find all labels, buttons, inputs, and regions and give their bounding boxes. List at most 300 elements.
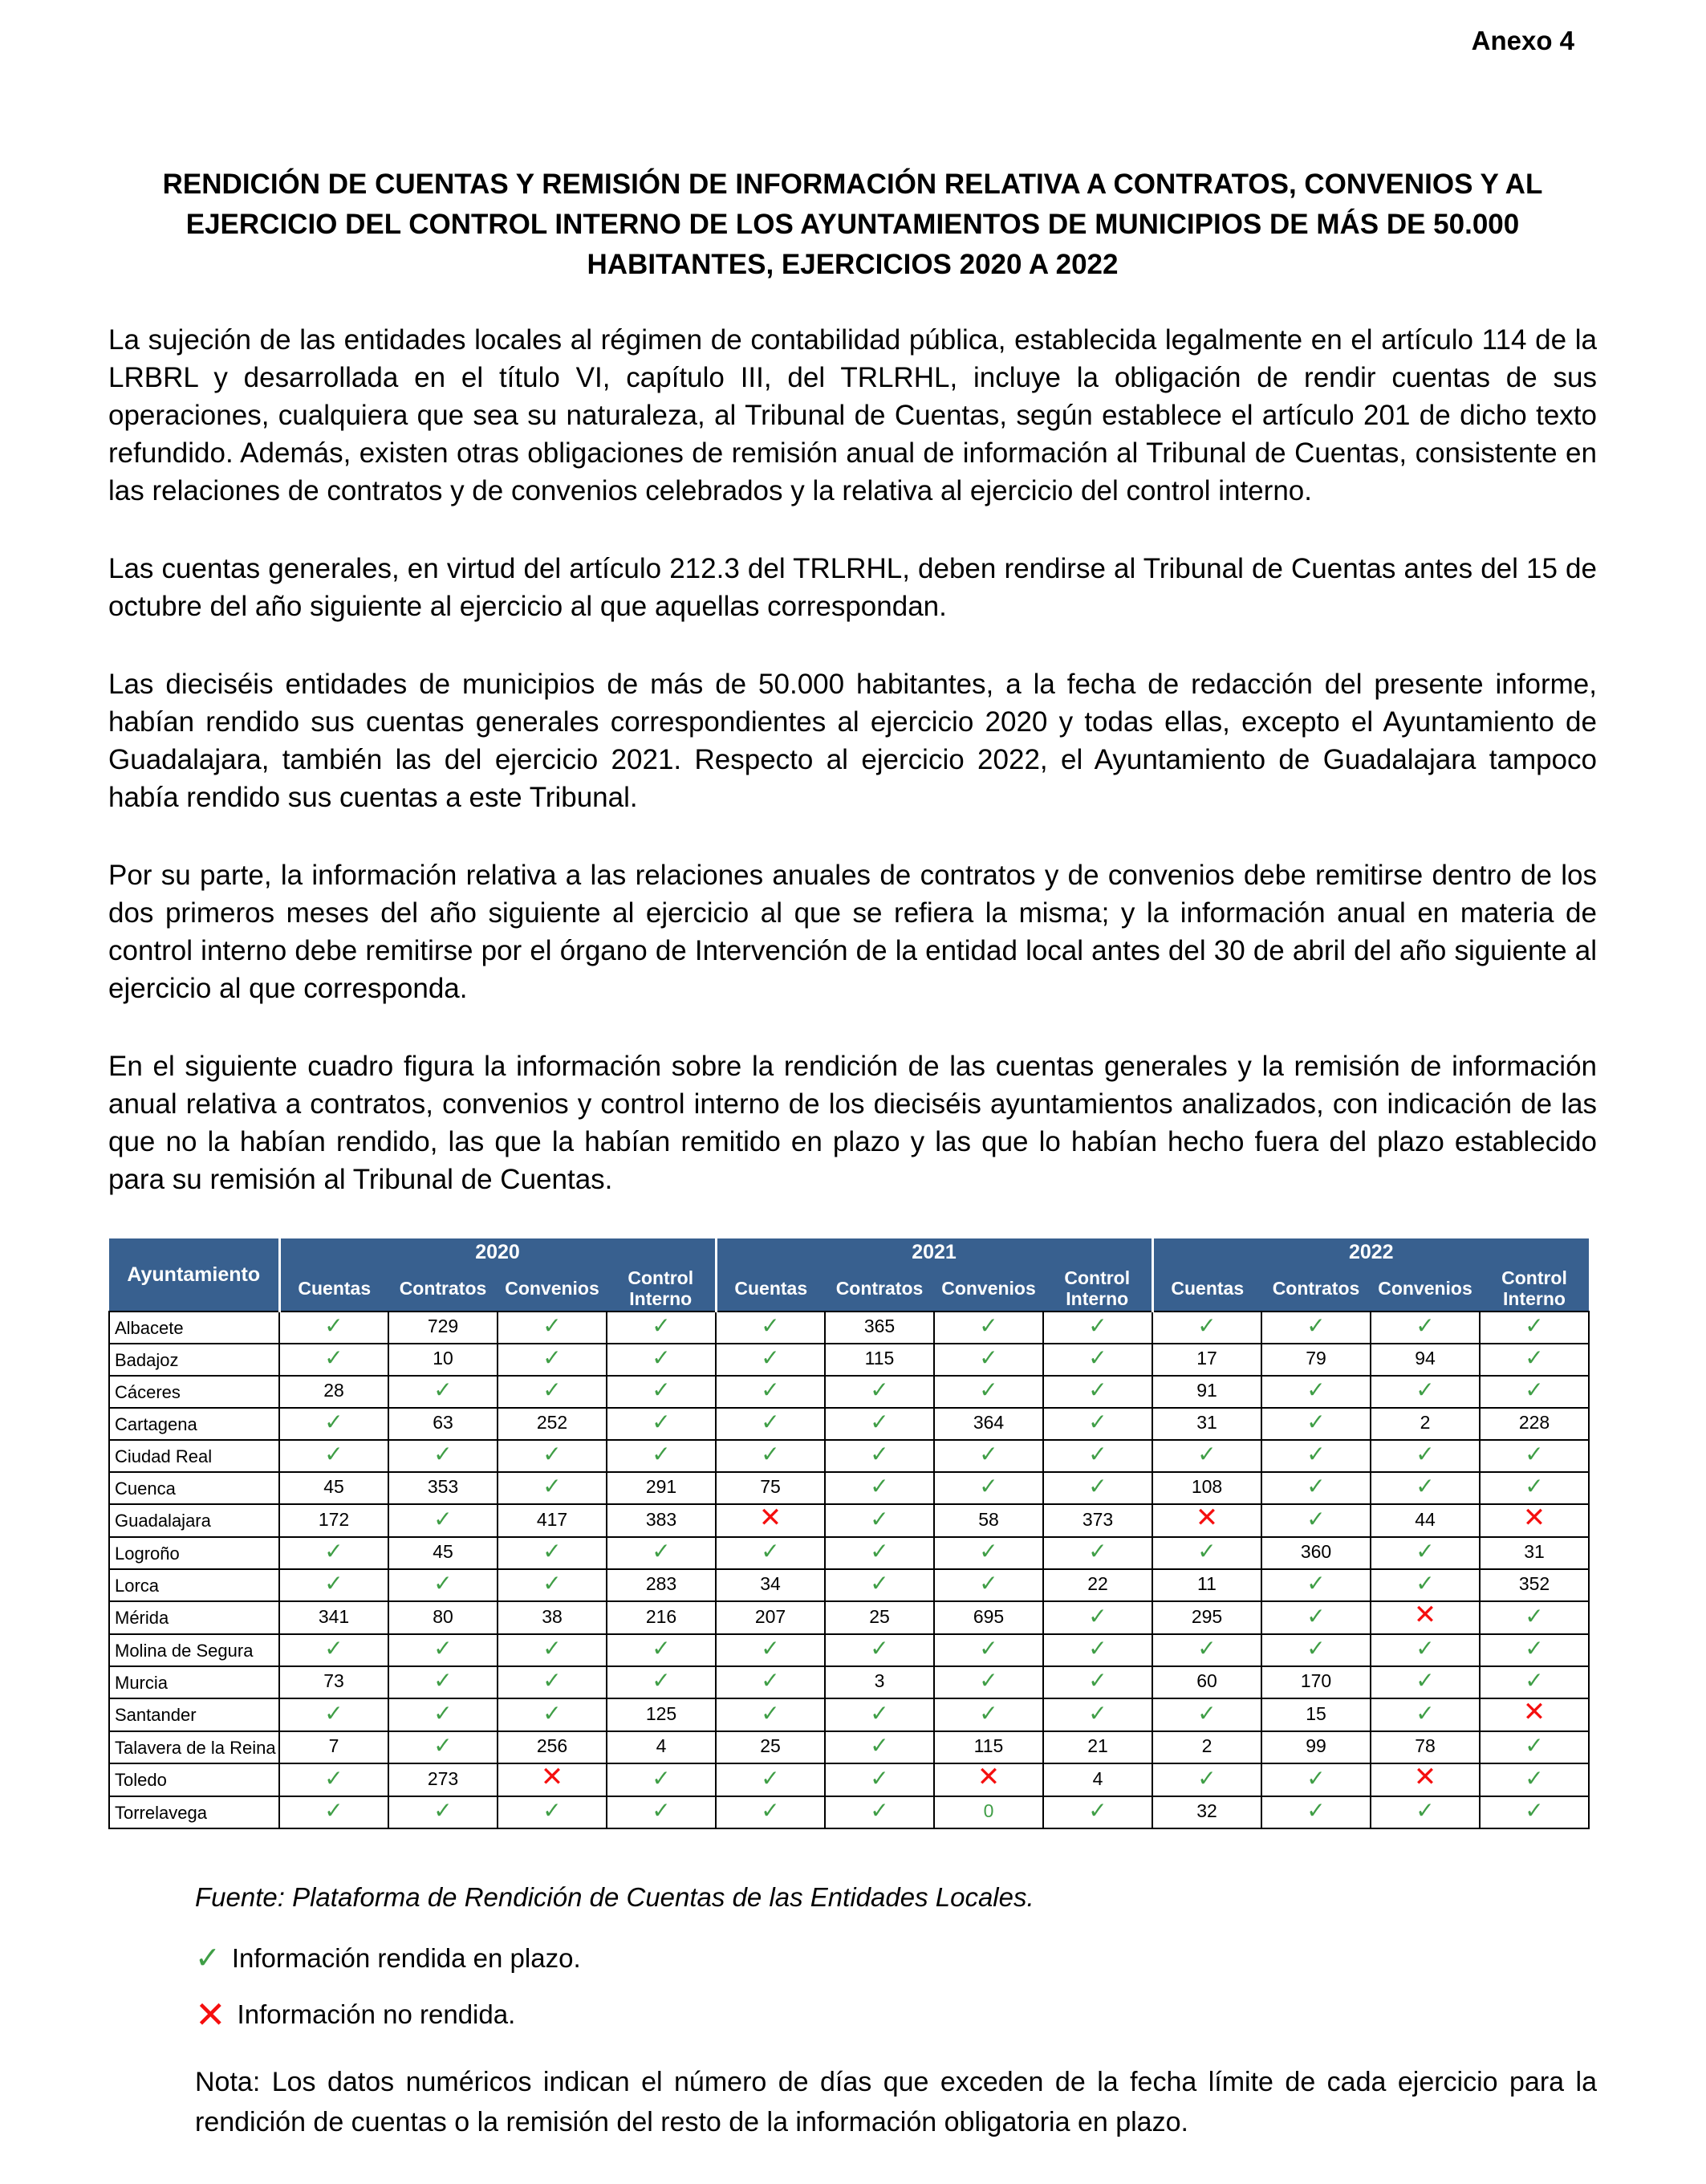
table-cell bbox=[1371, 1312, 1480, 1344]
table-cell bbox=[1480, 1601, 1589, 1634]
cell-value: 60 bbox=[1196, 1670, 1217, 1691]
cell-value: 417 bbox=[536, 1508, 568, 1530]
table-cell bbox=[279, 1376, 388, 1408]
cross-icon: ✕ bbox=[540, 1762, 564, 1792]
source-line: Fuente: Plataforma de Rendición de Cuentas de las Entidades Locales. bbox=[195, 1882, 1034, 1912]
table-cell bbox=[498, 1504, 607, 1537]
table-cell bbox=[607, 1763, 716, 1796]
table-cell bbox=[1261, 1344, 1371, 1376]
table-cell bbox=[1371, 1344, 1480, 1376]
cell-value: 115 bbox=[864, 1348, 895, 1369]
subheader-convenios-2021: Convenios bbox=[934, 1266, 1043, 1312]
check-icon: ✓ bbox=[652, 1798, 671, 1823]
table-row bbox=[109, 1698, 1589, 1731]
table-cell bbox=[1261, 1569, 1371, 1601]
cell-value: 273 bbox=[427, 1767, 459, 1789]
table-cell bbox=[1152, 1440, 1261, 1472]
table-cell bbox=[934, 1634, 1043, 1666]
table-cell bbox=[388, 1731, 498, 1763]
table-cell bbox=[607, 1408, 716, 1440]
check-icon: ✓ bbox=[324, 1345, 343, 1370]
cell-value: 373 bbox=[1082, 1508, 1114, 1530]
check-icon: ✓ bbox=[1525, 1377, 1544, 1402]
year-header-2020: 2020 bbox=[279, 1238, 716, 1266]
check-icon: ✓ bbox=[1525, 1668, 1544, 1693]
check-icon: ✓ bbox=[761, 1700, 780, 1726]
table-cell bbox=[1371, 1408, 1480, 1440]
cell-value: 2 bbox=[1420, 1412, 1431, 1433]
table-cell bbox=[498, 1569, 607, 1601]
table-cell bbox=[388, 1601, 498, 1634]
table-cell bbox=[1480, 1698, 1589, 1731]
municipality-name: Cáceres bbox=[109, 1376, 279, 1408]
table-cell bbox=[279, 1569, 388, 1601]
cell-value: 80 bbox=[433, 1605, 453, 1627]
cell-value: 25 bbox=[869, 1605, 890, 1627]
check-icon: ✓ bbox=[433, 1506, 453, 1531]
check-icon: ✓ bbox=[1088, 1668, 1107, 1693]
table-cell bbox=[934, 1796, 1043, 1828]
check-icon: ✓ bbox=[870, 1409, 889, 1434]
cell-value: 4 bbox=[656, 1735, 667, 1756]
table-cell bbox=[716, 1763, 825, 1796]
table-cell bbox=[388, 1376, 498, 1408]
table-cell bbox=[1152, 1601, 1261, 1634]
table-cell bbox=[716, 1698, 825, 1731]
table-cell bbox=[825, 1796, 934, 1828]
cell-value: 283 bbox=[645, 1573, 677, 1594]
table-cell bbox=[1480, 1763, 1589, 1796]
table-cell bbox=[1480, 1344, 1589, 1376]
cell-value: 99 bbox=[1306, 1735, 1326, 1756]
legend-no-rendida bbox=[195, 1994, 1597, 2036]
table-row bbox=[109, 1666, 1589, 1698]
table-cell bbox=[1371, 1504, 1480, 1537]
check-icon: ✓ bbox=[1416, 1668, 1435, 1693]
check-icon: ✓ bbox=[1306, 1377, 1326, 1402]
table-cell bbox=[1043, 1698, 1152, 1731]
municipality-name: Torrelavega bbox=[109, 1796, 279, 1828]
municipality-name: Mérida bbox=[109, 1601, 279, 1634]
check-icon: ✓ bbox=[324, 1765, 343, 1791]
cell-value: 364 bbox=[973, 1412, 1005, 1433]
cross-icon: ✕ bbox=[1413, 1600, 1437, 1630]
table-cell bbox=[934, 1666, 1043, 1698]
cell-value: 341 bbox=[318, 1605, 350, 1627]
table-cell bbox=[1371, 1376, 1480, 1408]
table-cell bbox=[607, 1440, 716, 1472]
table-cell bbox=[716, 1796, 825, 1828]
table-cell bbox=[1261, 1472, 1371, 1504]
check-icon: ✓ bbox=[1416, 1313, 1435, 1338]
municipality-name: Talavera de la Reina bbox=[109, 1731, 279, 1763]
table-cell bbox=[934, 1763, 1043, 1796]
check-icon: ✓ bbox=[1525, 1603, 1544, 1629]
table-cell bbox=[388, 1634, 498, 1666]
check-icon: ✓ bbox=[870, 1571, 889, 1596]
table-cell bbox=[498, 1731, 607, 1763]
check-icon: ✓ bbox=[761, 1636, 780, 1661]
table-cell bbox=[934, 1440, 1043, 1472]
cell-value: 91 bbox=[1196, 1380, 1217, 1401]
table-cell bbox=[934, 1731, 1043, 1763]
check-icon: ✓ bbox=[542, 1798, 562, 1823]
table-cell bbox=[1371, 1731, 1480, 1763]
check-icon: ✓ bbox=[1088, 1539, 1107, 1564]
check-icon: ✓ bbox=[1306, 1571, 1326, 1596]
legend-rendida bbox=[195, 1943, 1597, 1974]
cell-value: 216 bbox=[645, 1605, 677, 1627]
table-cell bbox=[1152, 1763, 1261, 1796]
table-cell bbox=[388, 1763, 498, 1796]
table-cell bbox=[1152, 1731, 1261, 1763]
cell-value: 125 bbox=[645, 1702, 677, 1724]
check-icon: ✓ bbox=[542, 1539, 562, 1564]
table-cell bbox=[279, 1408, 388, 1440]
table-cell bbox=[1043, 1440, 1152, 1472]
table-cell bbox=[934, 1472, 1043, 1504]
table-cell bbox=[388, 1698, 498, 1731]
table-cell bbox=[1261, 1440, 1371, 1472]
table-cell bbox=[934, 1312, 1043, 1344]
table-cell bbox=[498, 1666, 607, 1698]
check-icon: ✓ bbox=[761, 1409, 780, 1434]
table-cell bbox=[388, 1472, 498, 1504]
municipality-name: Guadalajara bbox=[109, 1504, 279, 1537]
table-cell bbox=[1480, 1796, 1589, 1828]
table-cell bbox=[825, 1634, 934, 1666]
check-icon: ✓ bbox=[1306, 1474, 1326, 1499]
table-cell bbox=[1480, 1537, 1589, 1569]
table-cell bbox=[1152, 1796, 1261, 1828]
check-icon: ✓ bbox=[1197, 1539, 1217, 1564]
table-cell bbox=[607, 1601, 716, 1634]
cell-value: 25 bbox=[760, 1735, 781, 1756]
table-cell bbox=[934, 1344, 1043, 1376]
check-icon: ✓ bbox=[1197, 1442, 1217, 1466]
check-icon: ✓ bbox=[652, 1636, 671, 1661]
table-cell bbox=[1261, 1698, 1371, 1731]
check-icon: ✓ bbox=[542, 1442, 562, 1466]
subheader-control-interno-2022: Control Interno bbox=[1480, 1266, 1589, 1312]
cell-value: 207 bbox=[754, 1605, 786, 1627]
table-cell bbox=[1261, 1666, 1371, 1698]
check-icon: ✓ bbox=[1088, 1442, 1107, 1466]
check-icon: ✓ bbox=[652, 1377, 671, 1402]
check-icon: ✓ bbox=[1416, 1442, 1435, 1466]
table-row bbox=[109, 1796, 1589, 1828]
check-icon: ✓ bbox=[652, 1765, 671, 1791]
table-cell bbox=[279, 1504, 388, 1537]
check-icon: ✓ bbox=[1088, 1636, 1107, 1661]
table-cell bbox=[279, 1472, 388, 1504]
table-cell bbox=[825, 1698, 934, 1731]
table-cell bbox=[825, 1344, 934, 1376]
table-cell bbox=[388, 1440, 498, 1472]
table-cell bbox=[825, 1504, 934, 1537]
table-row bbox=[109, 1504, 1589, 1537]
subheader-contratos-2022: Contratos bbox=[1261, 1266, 1371, 1312]
table-cell bbox=[498, 1344, 607, 1376]
check-icon: ✓ bbox=[1416, 1474, 1435, 1499]
table-cell bbox=[1371, 1440, 1480, 1472]
check-icon: ✓ bbox=[1306, 1636, 1326, 1661]
check-icon: ✓ bbox=[979, 1377, 998, 1402]
check-icon: ✓ bbox=[542, 1377, 562, 1402]
check-icon: ✓ bbox=[324, 1700, 343, 1726]
check-icon: ✓ bbox=[1416, 1377, 1435, 1402]
check-icon: ✓ bbox=[433, 1733, 453, 1758]
cell-value: 45 bbox=[433, 1541, 453, 1562]
table-cell bbox=[1043, 1601, 1152, 1634]
check-icon: ✓ bbox=[324, 1636, 343, 1661]
municipality-name: Cuenca bbox=[109, 1472, 279, 1504]
check-icon: ✓ bbox=[979, 1345, 998, 1370]
cell-value: 256 bbox=[536, 1735, 568, 1756]
municipality-name: Cartagena bbox=[109, 1408, 279, 1440]
cell-value: 3 bbox=[874, 1670, 885, 1691]
table-cell bbox=[1043, 1344, 1152, 1376]
check-icon: ✓ bbox=[1088, 1313, 1107, 1338]
table-cell bbox=[934, 1504, 1043, 1537]
table-cell bbox=[388, 1344, 498, 1376]
subheader-convenios-2022: Convenios bbox=[1371, 1266, 1480, 1312]
check-icon: ✓ bbox=[1525, 1474, 1544, 1499]
table-cell bbox=[1043, 1537, 1152, 1569]
check-icon: ✓ bbox=[1525, 1313, 1544, 1338]
check-icon: ✓ bbox=[761, 1313, 780, 1338]
cell-value: 291 bbox=[645, 1476, 677, 1497]
check-icon: ✓ bbox=[1306, 1765, 1326, 1791]
table-cell bbox=[498, 1408, 607, 1440]
table-cell bbox=[716, 1731, 825, 1763]
cell-value: 58 bbox=[978, 1508, 999, 1530]
subheader-contratos-2021: Contratos bbox=[825, 1266, 934, 1312]
table-cell bbox=[825, 1376, 934, 1408]
table-cell bbox=[1371, 1601, 1480, 1634]
page-title: RENDICIÓN DE CUENTAS Y REMISIÓN DE INFORMACIÓN RELATIVA A CONTRATOS, CONVENIOS Y AL EJERCICIO DEL CONTROL INTERNO DE LOS AYUNTAMIENTOS DE MUNICIPIOS DE MÁS DE 50.000 HABITANTES, EJERCICIOS 2020 A 2022 bbox=[162, 169, 1543, 280]
check-icon: ✓ bbox=[542, 1668, 562, 1693]
table-cell bbox=[1043, 1472, 1152, 1504]
check-icon: ✓ bbox=[979, 1442, 998, 1466]
table-cell bbox=[607, 1537, 716, 1569]
check-icon: ✓ bbox=[870, 1700, 889, 1726]
table-cell bbox=[279, 1312, 388, 1344]
check-icon: ✓ bbox=[1306, 1603, 1326, 1629]
check-icon: ✓ bbox=[870, 1798, 889, 1823]
table-row bbox=[109, 1408, 1589, 1440]
cell-value: 360 bbox=[1300, 1541, 1332, 1562]
table-cell bbox=[498, 1763, 607, 1796]
table-cell bbox=[1152, 1472, 1261, 1504]
municipality-name: Ciudad Real bbox=[109, 1440, 279, 1472]
subheader-contratos-2020: Contratos bbox=[388, 1266, 498, 1312]
table-cell bbox=[1371, 1569, 1480, 1601]
table-cell bbox=[825, 1731, 934, 1763]
cell-value: 11 bbox=[1197, 1573, 1217, 1594]
table-cell bbox=[1043, 1408, 1152, 1440]
table-cell bbox=[388, 1537, 498, 1569]
table-cell bbox=[825, 1569, 934, 1601]
check-icon: ✓ bbox=[433, 1668, 453, 1693]
legend-rendida-label: Información rendida en plazo. bbox=[231, 1943, 581, 1973]
table-cell bbox=[716, 1634, 825, 1666]
check-icon: ✓ bbox=[870, 1377, 889, 1402]
cell-value: 172 bbox=[318, 1508, 350, 1530]
cell-value: 21 bbox=[1087, 1735, 1108, 1756]
municipality-name: Albacete bbox=[109, 1312, 279, 1344]
table-cell bbox=[279, 1440, 388, 1472]
table-cell bbox=[825, 1763, 934, 1796]
table-cell bbox=[498, 1312, 607, 1344]
cell-value: 22 bbox=[1087, 1573, 1108, 1594]
table-cell bbox=[1043, 1376, 1152, 1408]
table-cell bbox=[1152, 1376, 1261, 1408]
table-cell bbox=[498, 1537, 607, 1569]
cross-icon: ✕ bbox=[195, 1994, 226, 2036]
check-icon: ✓ bbox=[1088, 1700, 1107, 1726]
table-cell bbox=[934, 1698, 1043, 1731]
rendition-table bbox=[108, 1238, 1590, 1829]
check-icon: ✓ bbox=[761, 1765, 780, 1791]
check-icon: ✓ bbox=[324, 1539, 343, 1564]
check-icon: ✓ bbox=[1306, 1313, 1326, 1338]
subheader-cuentas-2021: Cuentas bbox=[716, 1266, 825, 1312]
table-cell bbox=[1371, 1537, 1480, 1569]
table-cell bbox=[1043, 1731, 1152, 1763]
cell-value: 28 bbox=[323, 1380, 344, 1401]
cell-value: 383 bbox=[645, 1508, 677, 1530]
table-cell bbox=[1480, 1408, 1589, 1440]
check-icon: ✓ bbox=[1306, 1798, 1326, 1823]
cell-value: 7 bbox=[328, 1735, 339, 1756]
table-cell bbox=[825, 1312, 934, 1344]
cell-value: 45 bbox=[323, 1476, 344, 1497]
check-icon: ✓ bbox=[870, 1506, 889, 1531]
table-cell bbox=[1480, 1440, 1589, 1472]
table-cell bbox=[607, 1376, 716, 1408]
table-cell bbox=[716, 1312, 825, 1344]
check-icon: ✓ bbox=[1088, 1377, 1107, 1402]
table-cell bbox=[388, 1408, 498, 1440]
check-icon: ✓ bbox=[433, 1700, 453, 1726]
check-icon: ✓ bbox=[870, 1539, 889, 1564]
table-cell bbox=[279, 1731, 388, 1763]
table-cell bbox=[1480, 1569, 1589, 1601]
table-cell bbox=[388, 1796, 498, 1828]
table-cell bbox=[825, 1408, 934, 1440]
table-cell bbox=[498, 1634, 607, 1666]
table-cell bbox=[1480, 1472, 1589, 1504]
note-text: Nota: Los datos numéricos indican el número de días que exceden de la fecha límite de cada ejercicio para la rendición de cuentas o la remisión del resto de la información obligatoria en plazo. bbox=[195, 2067, 1597, 2137]
table-cell bbox=[388, 1312, 498, 1344]
table-cell bbox=[934, 1537, 1043, 1569]
municipality-name: Murcia bbox=[109, 1666, 279, 1698]
check-icon: ✓ bbox=[979, 1539, 998, 1564]
cross-icon: ✕ bbox=[1195, 1503, 1219, 1533]
table-cell bbox=[1371, 1763, 1480, 1796]
table-cell bbox=[607, 1312, 716, 1344]
cell-value: 252 bbox=[536, 1412, 568, 1433]
cell-value: 75 bbox=[760, 1476, 781, 1497]
table-cell bbox=[1261, 1312, 1371, 1344]
cell-value: 31 bbox=[1196, 1412, 1217, 1433]
check-icon: ✓ bbox=[1525, 1636, 1544, 1661]
table-cell bbox=[1480, 1731, 1589, 1763]
table-cell bbox=[498, 1698, 607, 1731]
table-cell bbox=[498, 1796, 607, 1828]
check-icon: ✓ bbox=[542, 1474, 562, 1499]
table-cell bbox=[607, 1569, 716, 1601]
check-icon: ✓ bbox=[870, 1442, 889, 1466]
check-icon: ✓ bbox=[652, 1442, 671, 1466]
check-icon: ✓ bbox=[979, 1700, 998, 1726]
check-icon: ✓ bbox=[542, 1571, 562, 1596]
legend-no-rendida-label: Información no rendida. bbox=[237, 1999, 516, 2029]
cell-value: 17 bbox=[1196, 1348, 1217, 1369]
table-cell bbox=[607, 1472, 716, 1504]
check-icon: ✓ bbox=[1416, 1636, 1435, 1661]
check-icon: ✓ bbox=[761, 1539, 780, 1564]
table-header bbox=[109, 1238, 1589, 1312]
table-cell bbox=[934, 1376, 1043, 1408]
check-icon: ✓ bbox=[1306, 1409, 1326, 1434]
check-icon: ✓ bbox=[324, 1571, 343, 1596]
table-cell bbox=[279, 1666, 388, 1698]
table-cell bbox=[716, 1472, 825, 1504]
check-icon: ✓ bbox=[1525, 1345, 1544, 1370]
cell-value: 352 bbox=[1518, 1573, 1550, 1594]
cell-value: 15 bbox=[1306, 1702, 1326, 1724]
cell-value: 228 bbox=[1518, 1412, 1550, 1433]
table-row bbox=[109, 1440, 1589, 1472]
municipality-name: Santander bbox=[109, 1698, 279, 1731]
table-cell bbox=[498, 1440, 607, 1472]
year-header-2022: 2022 bbox=[1152, 1238, 1589, 1266]
municipality-name: Molina de Segura bbox=[109, 1634, 279, 1666]
cross-icon: ✕ bbox=[1413, 1762, 1437, 1792]
check-icon: ✓ bbox=[652, 1539, 671, 1564]
subheader-control-interno-2020: Control Interno bbox=[607, 1266, 716, 1312]
table-cell bbox=[1480, 1666, 1589, 1698]
subheader-convenios-2020: Convenios bbox=[498, 1266, 607, 1312]
check-icon: ✓ bbox=[542, 1345, 562, 1370]
check-icon: ✓ bbox=[1197, 1636, 1217, 1661]
check-icon: ✓ bbox=[542, 1700, 562, 1726]
check-icon: ✓ bbox=[979, 1571, 998, 1596]
check-icon: ✓ bbox=[324, 1409, 343, 1434]
check-icon: ✓ bbox=[1525, 1442, 1544, 1466]
check-icon: ✓ bbox=[761, 1377, 780, 1402]
check-icon: ✓ bbox=[870, 1636, 889, 1661]
check-icon: ✓ bbox=[542, 1636, 562, 1661]
cross-icon: ✕ bbox=[1522, 1503, 1546, 1533]
table-row bbox=[109, 1312, 1589, 1344]
table-cell bbox=[607, 1796, 716, 1828]
check-icon: ✓ bbox=[1088, 1345, 1107, 1370]
table-cell bbox=[716, 1666, 825, 1698]
cell-value: 78 bbox=[1415, 1735, 1436, 1756]
check-icon: ✓ bbox=[1306, 1506, 1326, 1531]
cell-value: 94 bbox=[1415, 1348, 1436, 1369]
table-cell bbox=[1043, 1796, 1152, 1828]
check-icon: ✓ bbox=[652, 1668, 671, 1693]
table-cell bbox=[498, 1601, 607, 1634]
check-icon: ✓ bbox=[870, 1765, 889, 1791]
check-icon: ✓ bbox=[652, 1345, 671, 1370]
table-cell bbox=[1043, 1569, 1152, 1601]
cross-icon: ✕ bbox=[758, 1503, 782, 1533]
